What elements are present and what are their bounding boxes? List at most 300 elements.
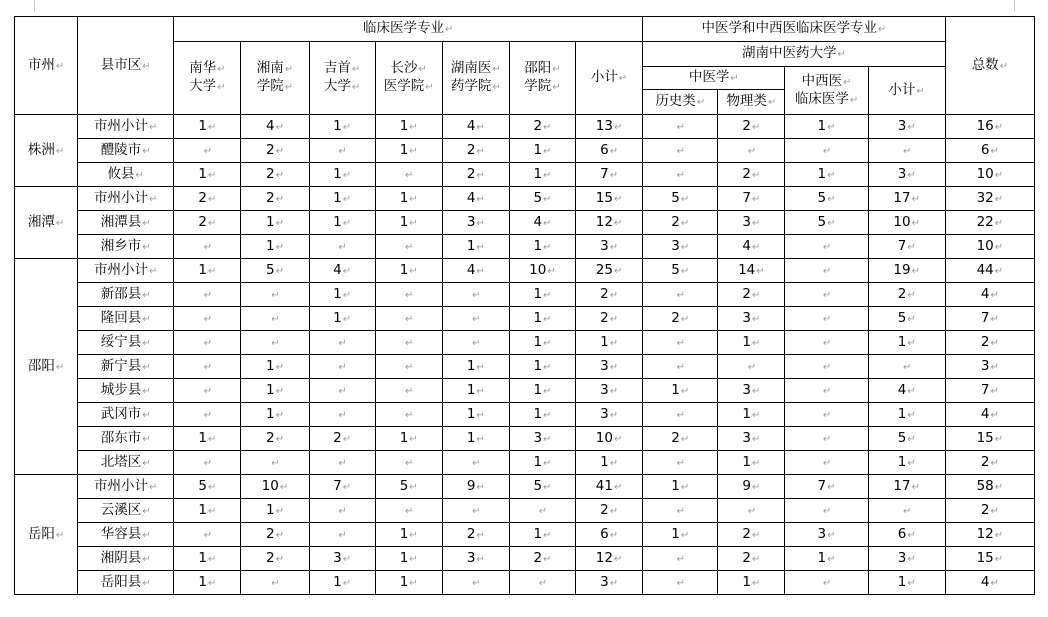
value-cell: 10↵: [945, 163, 1034, 187]
value-cell: 1↵: [174, 571, 241, 595]
value-cell: 5↵: [785, 187, 868, 211]
value-cell: 15↵: [576, 187, 643, 211]
value-cell: 6↵: [868, 523, 945, 547]
value-cell: 1↵: [375, 259, 442, 283]
value-cell: 6↵: [576, 523, 643, 547]
value-cell: 3↵: [718, 427, 785, 451]
value-cell: ↵: [375, 355, 442, 379]
value-cell: 16↵: [945, 115, 1034, 139]
header-clinical-col: 长沙↵ 医学院↵: [375, 42, 442, 115]
value-cell: 1↵: [309, 163, 375, 187]
value-cell: 1↵: [442, 403, 509, 427]
header-clinical-col: 吉首↵ 大学↵: [309, 42, 375, 115]
value-cell: 4↵: [309, 259, 375, 283]
value-cell: ↵: [643, 547, 718, 571]
value-cell: 1↵: [442, 355, 509, 379]
value-cell: 5↵: [785, 211, 868, 235]
value-cell: ↵: [241, 331, 309, 355]
value-cell: ↵: [174, 451, 241, 475]
value-cell: 1↵: [241, 499, 309, 523]
value-cell: 1↵: [442, 235, 509, 259]
value-cell: 15↵: [945, 427, 1034, 451]
value-cell: 2↵: [718, 283, 785, 307]
value-cell: 1↵: [868, 403, 945, 427]
value-cell: 4↵: [868, 379, 945, 403]
table-row: [15, 235, 1035, 259]
county-cell: 华容县↵: [78, 523, 174, 547]
value-cell: 9↵: [442, 475, 509, 499]
value-cell: 2↵: [241, 427, 309, 451]
value-cell: ↵: [785, 403, 868, 427]
value-cell: 1↵: [509, 331, 575, 355]
value-cell: 1↵: [375, 211, 442, 235]
value-cell: 1↵: [509, 379, 575, 403]
value-cell: 2↵: [868, 283, 945, 307]
value-cell: 3↵: [576, 571, 643, 595]
value-cell: 3↵: [643, 235, 718, 259]
county-cell: 市州小计↵: [78, 475, 174, 499]
value-cell: 3↵: [868, 163, 945, 187]
value-cell: 19↵: [868, 259, 945, 283]
value-cell: 1↵: [785, 163, 868, 187]
value-cell: 1↵: [509, 283, 575, 307]
value-cell: 10↵: [868, 211, 945, 235]
value-cell: 1↵: [241, 211, 309, 235]
value-cell: ↵: [868, 139, 945, 163]
value-cell: 41↵: [576, 475, 643, 499]
value-cell: 5↵: [241, 259, 309, 283]
value-cell: 14↵: [718, 259, 785, 283]
header-integrated: 中西医↵ 临床医学↵: [785, 67, 868, 115]
county-cell: 云溪区↵: [78, 499, 174, 523]
value-cell: 1↵: [241, 403, 309, 427]
value-cell: 22↵: [945, 211, 1034, 235]
value-cell: 1↵: [576, 331, 643, 355]
value-cell: 3↵: [718, 379, 785, 403]
value-cell: 4↵: [442, 115, 509, 139]
value-cell: 7↵: [309, 475, 375, 499]
table-row: [15, 187, 1035, 211]
value-cell: 1↵: [868, 571, 945, 595]
value-cell: 10↵: [241, 475, 309, 499]
value-cell: ↵: [309, 499, 375, 523]
value-cell: 4↵: [442, 259, 509, 283]
table-body: [15, 115, 1035, 595]
value-cell: 3↵: [945, 355, 1034, 379]
value-cell: 1↵: [174, 163, 241, 187]
value-cell: ↵: [643, 115, 718, 139]
value-cell: ↵: [375, 379, 442, 403]
county-cell: 隆回县↵: [78, 307, 174, 331]
value-cell: 1↵: [309, 187, 375, 211]
value-cell: ↵: [174, 235, 241, 259]
value-cell: 12↵: [576, 547, 643, 571]
value-cell: 1↵: [868, 331, 945, 355]
value-cell: 3↵: [309, 547, 375, 571]
value-cell: 2↵: [576, 307, 643, 331]
header-total: 总数↵: [945, 17, 1034, 115]
value-cell: 1↵: [576, 451, 643, 475]
value-cell: ↵: [643, 499, 718, 523]
value-cell: 1↵: [509, 355, 575, 379]
header-clinical-col: 湖南医↵ 药学院↵: [442, 42, 509, 115]
value-cell: 1↵: [309, 115, 375, 139]
value-cell: 1↵: [241, 235, 309, 259]
value-cell: 7↵: [576, 163, 643, 187]
value-cell: 5↵: [509, 475, 575, 499]
table-row: [15, 259, 1035, 283]
county-cell: 新宁县↵: [78, 355, 174, 379]
value-cell: 1↵: [241, 379, 309, 403]
value-cell: 2↵: [241, 139, 309, 163]
county-cell: 湘潭县↵: [78, 211, 174, 235]
value-cell: 2↵: [643, 307, 718, 331]
value-cell: 10↵: [945, 235, 1034, 259]
value-cell: ↵: [785, 427, 868, 451]
value-cell: ↵: [241, 307, 309, 331]
header-clinical-col: 邵阳↵ 学院↵: [509, 42, 575, 115]
header-city: 市州↵: [15, 17, 78, 115]
value-cell: 1↵: [785, 547, 868, 571]
value-cell: ↵: [509, 571, 575, 595]
county-cell: 新邵县↵: [78, 283, 174, 307]
value-cell: 10↵: [576, 427, 643, 451]
value-cell: 12↵: [576, 211, 643, 235]
value-cell: ↵: [868, 499, 945, 523]
value-cell: 1↵: [174, 427, 241, 451]
value-cell: 2↵: [241, 547, 309, 571]
value-cell: 6↵: [945, 139, 1034, 163]
table-row: [15, 331, 1035, 355]
city-cell: 湘潭↵: [15, 187, 78, 259]
value-cell: 17↵: [868, 475, 945, 499]
page-corner-mark-right: [1014, 0, 1015, 12]
value-cell: ↵: [643, 283, 718, 307]
value-cell: ↵: [643, 571, 718, 595]
value-cell: 1↵: [309, 571, 375, 595]
table-row: [15, 475, 1035, 499]
county-cell: 绥宁县↵: [78, 331, 174, 355]
value-cell: 5↵: [375, 475, 442, 499]
value-cell: 5↵: [643, 187, 718, 211]
value-cell: 25↵: [576, 259, 643, 283]
county-cell: 市州小计↵: [78, 115, 174, 139]
value-cell: 1↵: [442, 379, 509, 403]
table-row: [15, 403, 1035, 427]
value-cell: ↵: [442, 499, 509, 523]
city-cell: 岳阳↵: [15, 475, 78, 595]
value-cell: ↵: [785, 307, 868, 331]
value-cell: 2↵: [718, 163, 785, 187]
value-cell: 5↵: [509, 187, 575, 211]
value-cell: ↵: [718, 355, 785, 379]
value-cell: 1↵: [718, 403, 785, 427]
value-cell: 4↵: [718, 235, 785, 259]
value-cell: 2↵: [945, 451, 1034, 475]
value-cell: 3↵: [442, 547, 509, 571]
value-cell: ↵: [442, 451, 509, 475]
value-cell: 1↵: [375, 187, 442, 211]
value-cell: ↵: [785, 499, 868, 523]
value-cell: 5↵: [174, 475, 241, 499]
value-cell: 44↵: [945, 259, 1034, 283]
value-cell: ↵: [375, 499, 442, 523]
value-cell: 7↵: [868, 235, 945, 259]
header-tcm-physics: 物理类↵: [718, 90, 785, 115]
value-cell: 2↵: [945, 499, 1034, 523]
value-cell: ↵: [241, 451, 309, 475]
header-clinical-col: 湘南↵ 学院↵: [241, 42, 309, 115]
value-cell: 32↵: [945, 187, 1034, 211]
value-cell: 2↵: [718, 115, 785, 139]
value-cell: ↵: [442, 571, 509, 595]
table-row: [15, 571, 1035, 595]
value-cell: ↵: [375, 307, 442, 331]
value-cell: ↵: [643, 331, 718, 355]
value-cell: 2↵: [718, 547, 785, 571]
value-cell: ↵: [785, 451, 868, 475]
table-row: [15, 211, 1035, 235]
value-cell: 2↵: [241, 523, 309, 547]
value-cell: 12↵: [945, 523, 1034, 547]
value-cell: ↵: [643, 355, 718, 379]
value-cell: 2↵: [174, 211, 241, 235]
value-cell: ↵: [309, 235, 375, 259]
enrollment-table: [14, 16, 1035, 595]
value-cell: ↵: [442, 331, 509, 355]
value-cell: 1↵: [718, 451, 785, 475]
value-cell: 1↵: [509, 523, 575, 547]
value-cell: 3↵: [718, 211, 785, 235]
value-cell: 9↵: [718, 475, 785, 499]
value-cell: 1↵: [509, 451, 575, 475]
value-cell: 1↵: [718, 331, 785, 355]
value-cell: 3↵: [868, 115, 945, 139]
value-cell: 2↵: [241, 187, 309, 211]
value-cell: 1↵: [375, 139, 442, 163]
county-cell: 攸县↵: [78, 163, 174, 187]
value-cell: ↵: [174, 283, 241, 307]
value-cell: ↵: [785, 259, 868, 283]
header-clinical-group: 临床医学专业↵: [174, 17, 643, 42]
value-cell: 1↵: [309, 211, 375, 235]
value-cell: 1↵: [868, 451, 945, 475]
value-cell: 1↵: [375, 427, 442, 451]
value-cell: ↵: [785, 571, 868, 595]
value-cell: ↵: [375, 163, 442, 187]
value-cell: 1↵: [509, 163, 575, 187]
value-cell: 1↵: [174, 259, 241, 283]
value-cell: 1↵: [309, 307, 375, 331]
value-cell: ↵: [785, 235, 868, 259]
value-cell: 1↵: [509, 307, 575, 331]
value-cell: 2↵: [576, 283, 643, 307]
value-cell: ↵: [375, 331, 442, 355]
value-cell: 2↵: [509, 547, 575, 571]
table-row: [15, 451, 1035, 475]
value-cell: 1↵: [785, 115, 868, 139]
value-cell: 2↵: [241, 163, 309, 187]
table-row: [15, 355, 1035, 379]
county-cell: 岳阳县↵: [78, 571, 174, 595]
value-cell: ↵: [309, 451, 375, 475]
value-cell: 1↵: [241, 355, 309, 379]
value-cell: ↵: [375, 451, 442, 475]
value-cell: ↵: [174, 379, 241, 403]
table-row: [15, 163, 1035, 187]
value-cell: 1↵: [375, 523, 442, 547]
value-cell: ↵: [442, 283, 509, 307]
value-cell: ↵: [174, 331, 241, 355]
value-cell: 5↵: [868, 307, 945, 331]
county-cell: 湘阴县↵: [78, 547, 174, 571]
value-cell: 2↵: [718, 523, 785, 547]
table-row: [15, 379, 1035, 403]
value-cell: 13↵: [576, 115, 643, 139]
value-cell: ↵: [643, 403, 718, 427]
value-cell: ↵: [174, 355, 241, 379]
value-cell: 2↵: [442, 139, 509, 163]
header-tcm-major: 中医学↵: [643, 67, 785, 90]
county-cell: 城步县↵: [78, 379, 174, 403]
value-cell: 1↵: [509, 139, 575, 163]
county-cell: 武冈市↵: [78, 403, 174, 427]
value-cell: 3↵: [509, 427, 575, 451]
value-cell: 3↵: [576, 235, 643, 259]
value-cell: 1↵: [174, 115, 241, 139]
value-cell: 1↵: [509, 235, 575, 259]
table-row: [15, 427, 1035, 451]
value-cell: 17↵: [868, 187, 945, 211]
value-cell: 7↵: [945, 379, 1034, 403]
value-cell: 10↵: [509, 259, 575, 283]
value-cell: 3↵: [576, 355, 643, 379]
page-corner-mark-left: [34, 0, 35, 12]
value-cell: ↵: [785, 139, 868, 163]
header-tcm-group: 中医学和中西医临床医学专业↵: [643, 17, 946, 42]
value-cell: 3↵: [576, 379, 643, 403]
value-cell: 3↵: [868, 547, 945, 571]
value-cell: 4↵: [509, 211, 575, 235]
county-cell: 醴陵市↵: [78, 139, 174, 163]
value-cell: ↵: [309, 403, 375, 427]
value-cell: 2↵: [643, 427, 718, 451]
value-cell: 2↵: [643, 211, 718, 235]
header-tcm-university: 湖南中医药大学↵: [643, 42, 946, 67]
value-cell: ↵: [785, 379, 868, 403]
value-cell: 1↵: [174, 547, 241, 571]
value-cell: ↵: [174, 403, 241, 427]
value-cell: 1↵: [643, 523, 718, 547]
value-cell: ↵: [785, 331, 868, 355]
value-cell: 4↵: [945, 571, 1034, 595]
value-cell: ↵: [643, 139, 718, 163]
value-cell: 1↵: [309, 283, 375, 307]
value-cell: ↵: [174, 523, 241, 547]
value-cell: 3↵: [785, 523, 868, 547]
value-cell: 4↵: [241, 115, 309, 139]
county-cell: 市州小计↵: [78, 259, 174, 283]
table-row: [15, 283, 1035, 307]
value-cell: 2↵: [509, 115, 575, 139]
county-cell: 北塔区↵: [78, 451, 174, 475]
table-row: [15, 523, 1035, 547]
header-clinical-col: 南华↵ 大学↵: [174, 42, 241, 115]
value-cell: 1↵: [375, 115, 442, 139]
value-cell: 3↵: [442, 211, 509, 235]
value-cell: ↵: [785, 283, 868, 307]
value-cell: ↵: [643, 163, 718, 187]
city-cell: 株洲↵: [15, 115, 78, 187]
value-cell: ↵: [241, 283, 309, 307]
value-cell: 7↵: [718, 187, 785, 211]
value-cell: ↵: [868, 355, 945, 379]
value-cell: ↵: [375, 403, 442, 427]
header-clinical-subtotal: 小计↵: [576, 42, 643, 115]
value-cell: 4↵: [442, 187, 509, 211]
value-cell: ↵: [309, 139, 375, 163]
value-cell: ↵: [309, 331, 375, 355]
value-cell: 3↵: [576, 403, 643, 427]
value-cell: ↵: [643, 451, 718, 475]
value-cell: ↵: [174, 139, 241, 163]
value-cell: ↵: [442, 307, 509, 331]
value-cell: ↵: [309, 355, 375, 379]
value-cell: 1↵: [174, 499, 241, 523]
value-cell: 1↵: [718, 571, 785, 595]
value-cell: ↵: [309, 379, 375, 403]
value-cell: 5↵: [643, 259, 718, 283]
value-cell: ↵: [509, 499, 575, 523]
value-cell: 5↵: [868, 427, 945, 451]
header-tcm-history: 历史类↵: [643, 90, 718, 115]
value-cell: 3↵: [718, 307, 785, 331]
value-cell: 4↵: [945, 283, 1034, 307]
county-cell: 湘乡市↵: [78, 235, 174, 259]
value-cell: 7↵: [785, 475, 868, 499]
value-cell: 15↵: [945, 547, 1034, 571]
value-cell: 58↵: [945, 475, 1034, 499]
value-cell: 2↵: [576, 499, 643, 523]
value-cell: ↵: [309, 523, 375, 547]
value-cell: ↵: [241, 571, 309, 595]
table-row: [15, 139, 1035, 163]
county-cell: 市州小计↵: [78, 187, 174, 211]
value-cell: 1↵: [375, 547, 442, 571]
table-row: [15, 307, 1035, 331]
value-cell: 7↵: [945, 307, 1034, 331]
table-row: [15, 115, 1035, 139]
table-row: [15, 547, 1035, 571]
value-cell: ↵: [718, 499, 785, 523]
value-cell: 4↵: [945, 403, 1034, 427]
value-cell: 2↵: [945, 331, 1034, 355]
value-cell: ↵: [785, 355, 868, 379]
value-cell: 2↵: [309, 427, 375, 451]
county-cell: 邵东市↵: [78, 427, 174, 451]
value-cell: 1↵: [442, 427, 509, 451]
value-cell: 1↵: [643, 475, 718, 499]
value-cell: 1↵: [643, 379, 718, 403]
value-cell: ↵: [718, 139, 785, 163]
value-cell: ↵: [375, 235, 442, 259]
value-cell: ↵: [174, 307, 241, 331]
value-cell: 2↵: [442, 523, 509, 547]
value-cell: 1↵: [375, 571, 442, 595]
table-row: [15, 499, 1035, 523]
value-cell: 1↵: [509, 403, 575, 427]
value-cell: 2↵: [442, 163, 509, 187]
